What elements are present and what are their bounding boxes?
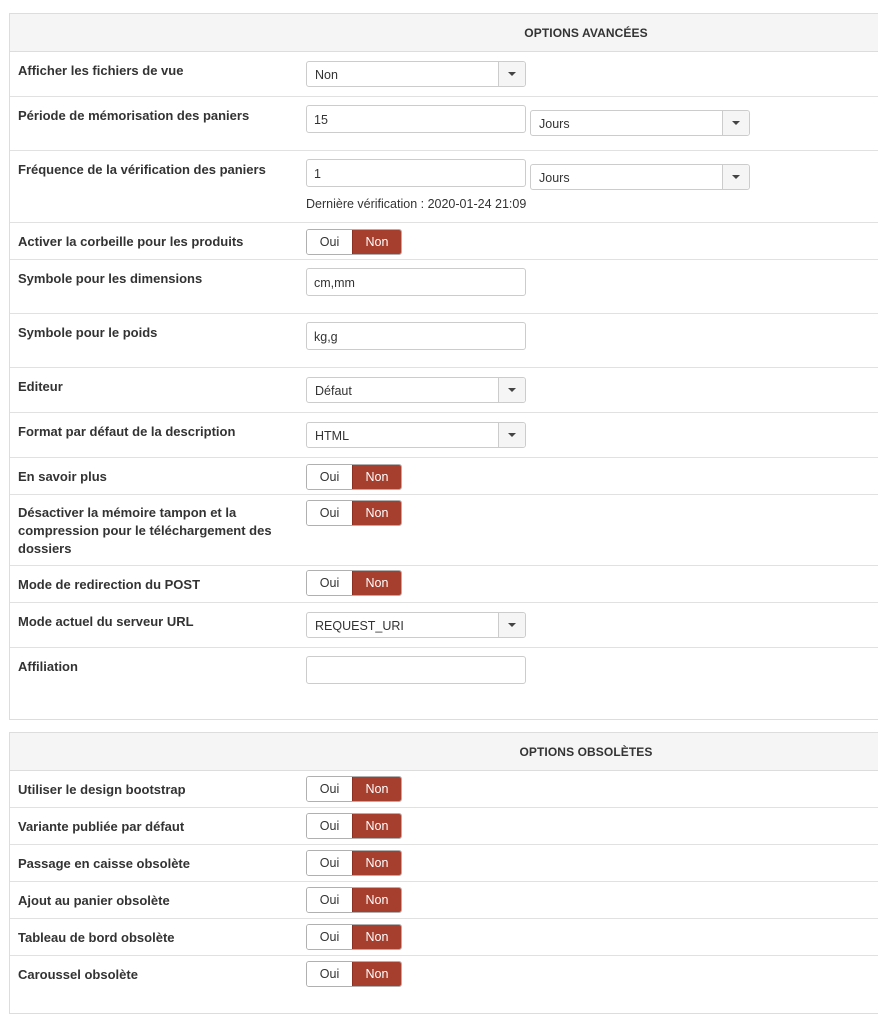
cart-memo-input[interactable] xyxy=(306,105,526,133)
input-value: cm,mm xyxy=(314,276,355,290)
chevron-down-icon xyxy=(498,613,525,637)
toggle-yes-button[interactable]: Oui xyxy=(307,465,352,489)
panel-title: OPTIONS AVANCÉES xyxy=(524,26,648,40)
field-label: Afficher les fichiers de vue xyxy=(18,63,184,78)
toggle-yes-button[interactable]: Oui xyxy=(307,888,352,912)
obsolete-options-panel xyxy=(9,732,878,1014)
field-label: Utiliser le design bootstrap xyxy=(18,782,186,797)
row-server-url xyxy=(10,603,878,648)
dashboard-toggle[interactable] xyxy=(306,924,402,950)
field-label: Activer la corbeille pour les produits xyxy=(18,234,244,249)
add-cart-toggle[interactable] xyxy=(306,887,402,913)
select-value: HTML xyxy=(315,429,350,443)
chevron-down-icon xyxy=(498,378,525,402)
panel-header xyxy=(10,14,878,52)
affiliation-input[interactable] xyxy=(306,656,526,684)
row-trash xyxy=(10,223,878,260)
field-label: Tableau de bord obsolète xyxy=(18,930,175,945)
row-post-redirect xyxy=(10,566,878,603)
chevron-down-icon xyxy=(722,111,749,135)
field-label: Passage en caisse obsolète xyxy=(18,856,190,871)
variant-toggle[interactable] xyxy=(306,813,402,839)
weight-symbol-input[interactable] xyxy=(306,322,526,350)
row-cart-memo xyxy=(10,97,878,151)
toggle-yes-button[interactable]: Oui xyxy=(307,230,352,254)
toggle-yes-button[interactable]: Oui xyxy=(307,777,352,801)
last-check-note: Dernière vérification : 2020-01-24 21:09 xyxy=(306,197,527,211)
row-read-more xyxy=(10,458,878,495)
toggle-no-button[interactable]: Non xyxy=(352,814,401,838)
row-desc-format xyxy=(10,413,878,458)
panel-title: OPTIONS OBSOLÈTES xyxy=(519,745,653,759)
trash-toggle[interactable] xyxy=(306,229,402,255)
field-label: Variante publiée par défaut xyxy=(18,819,185,834)
view-files-select[interactable] xyxy=(306,61,526,87)
field-label: Caroussel obsolète xyxy=(18,967,138,982)
chevron-down-icon xyxy=(722,165,749,189)
field-label: Ajout au panier obsolète xyxy=(18,893,170,908)
select-value: Jours xyxy=(539,117,570,131)
toggle-no-button[interactable]: Non xyxy=(352,465,401,489)
row-dim-symbol xyxy=(10,260,878,314)
row-editor xyxy=(10,368,878,413)
row-weight-symbol xyxy=(10,314,878,368)
field-label: Affiliation xyxy=(18,659,78,674)
checkout-toggle[interactable] xyxy=(306,850,402,876)
carousel-toggle[interactable] xyxy=(306,961,402,987)
toggle-no-button[interactable]: Non xyxy=(352,851,401,875)
cart-check-input[interactable] xyxy=(306,159,526,187)
row-variant xyxy=(10,808,878,845)
input-value: 1 xyxy=(314,167,321,181)
field-label: Fréquence de la vérification des paniers xyxy=(18,162,266,177)
cart-check-unit-select[interactable] xyxy=(530,164,750,190)
toggle-no-button[interactable]: Non xyxy=(352,962,401,986)
toggle-no-button[interactable]: Non xyxy=(352,888,401,912)
field-label: Désactiver la mémoire tampon et la compression pour le téléchargement des dossiers xyxy=(18,505,272,556)
desc-format-select[interactable] xyxy=(306,422,526,448)
row-cart-check xyxy=(10,151,878,223)
cart-memo-unit-select[interactable] xyxy=(530,110,750,136)
toggle-yes-button[interactable]: Oui xyxy=(307,814,352,838)
field-label: Format par défaut de la description xyxy=(18,424,236,439)
toggle-yes-button[interactable]: Oui xyxy=(307,925,352,949)
dim-symbol-input[interactable] xyxy=(306,268,526,296)
toggle-no-button[interactable]: Non xyxy=(352,777,401,801)
field-label: Editeur xyxy=(18,379,63,394)
input-value: kg,g xyxy=(314,330,338,344)
editor-select[interactable] xyxy=(306,377,526,403)
row-carousel xyxy=(10,956,878,1011)
advanced-options-panel xyxy=(9,13,878,720)
field-label: En savoir plus xyxy=(18,469,107,484)
field-label: Mode actuel du serveur URL xyxy=(18,614,194,629)
chevron-down-icon xyxy=(498,423,525,447)
read-more-toggle[interactable] xyxy=(306,464,402,490)
row-bootstrap xyxy=(10,771,878,808)
toggle-yes-button[interactable]: Oui xyxy=(307,501,352,525)
toggle-no-button[interactable]: Non xyxy=(352,501,401,525)
field-label: Symbole pour le poids xyxy=(18,325,158,340)
chevron-down-icon xyxy=(498,62,525,86)
row-checkout xyxy=(10,845,878,882)
select-value: Défaut xyxy=(315,384,352,398)
toggle-yes-button[interactable]: Oui xyxy=(307,962,352,986)
field-label: Période de mémorisation des paniers xyxy=(18,108,250,123)
toggle-yes-button[interactable]: Oui xyxy=(307,851,352,875)
select-value: Jours xyxy=(539,171,570,185)
toggle-no-button[interactable]: Non xyxy=(352,925,401,949)
toggle-yes-button[interactable]: Oui xyxy=(307,571,352,595)
row-affiliation xyxy=(10,648,878,718)
select-value: REQUEST_URI xyxy=(315,619,404,633)
row-add-cart xyxy=(10,882,878,919)
select-value: Non xyxy=(315,68,338,82)
toggle-no-button[interactable]: Non xyxy=(352,230,401,254)
row-view-files xyxy=(10,52,878,97)
disable-buffer-toggle[interactable] xyxy=(306,500,402,526)
field-label: Mode de redirection du POST xyxy=(18,577,201,592)
panel-header xyxy=(10,733,878,771)
input-value: 15 xyxy=(314,113,328,127)
server-url-select[interactable] xyxy=(306,612,526,638)
row-dashboard xyxy=(10,919,878,956)
field-label: Symbole pour les dimensions xyxy=(18,271,203,286)
bootstrap-toggle[interactable] xyxy=(306,776,402,802)
toggle-no-button[interactable]: Non xyxy=(352,571,401,595)
post-redirect-toggle[interactable] xyxy=(306,570,402,596)
row-disable-buffer xyxy=(10,495,878,566)
